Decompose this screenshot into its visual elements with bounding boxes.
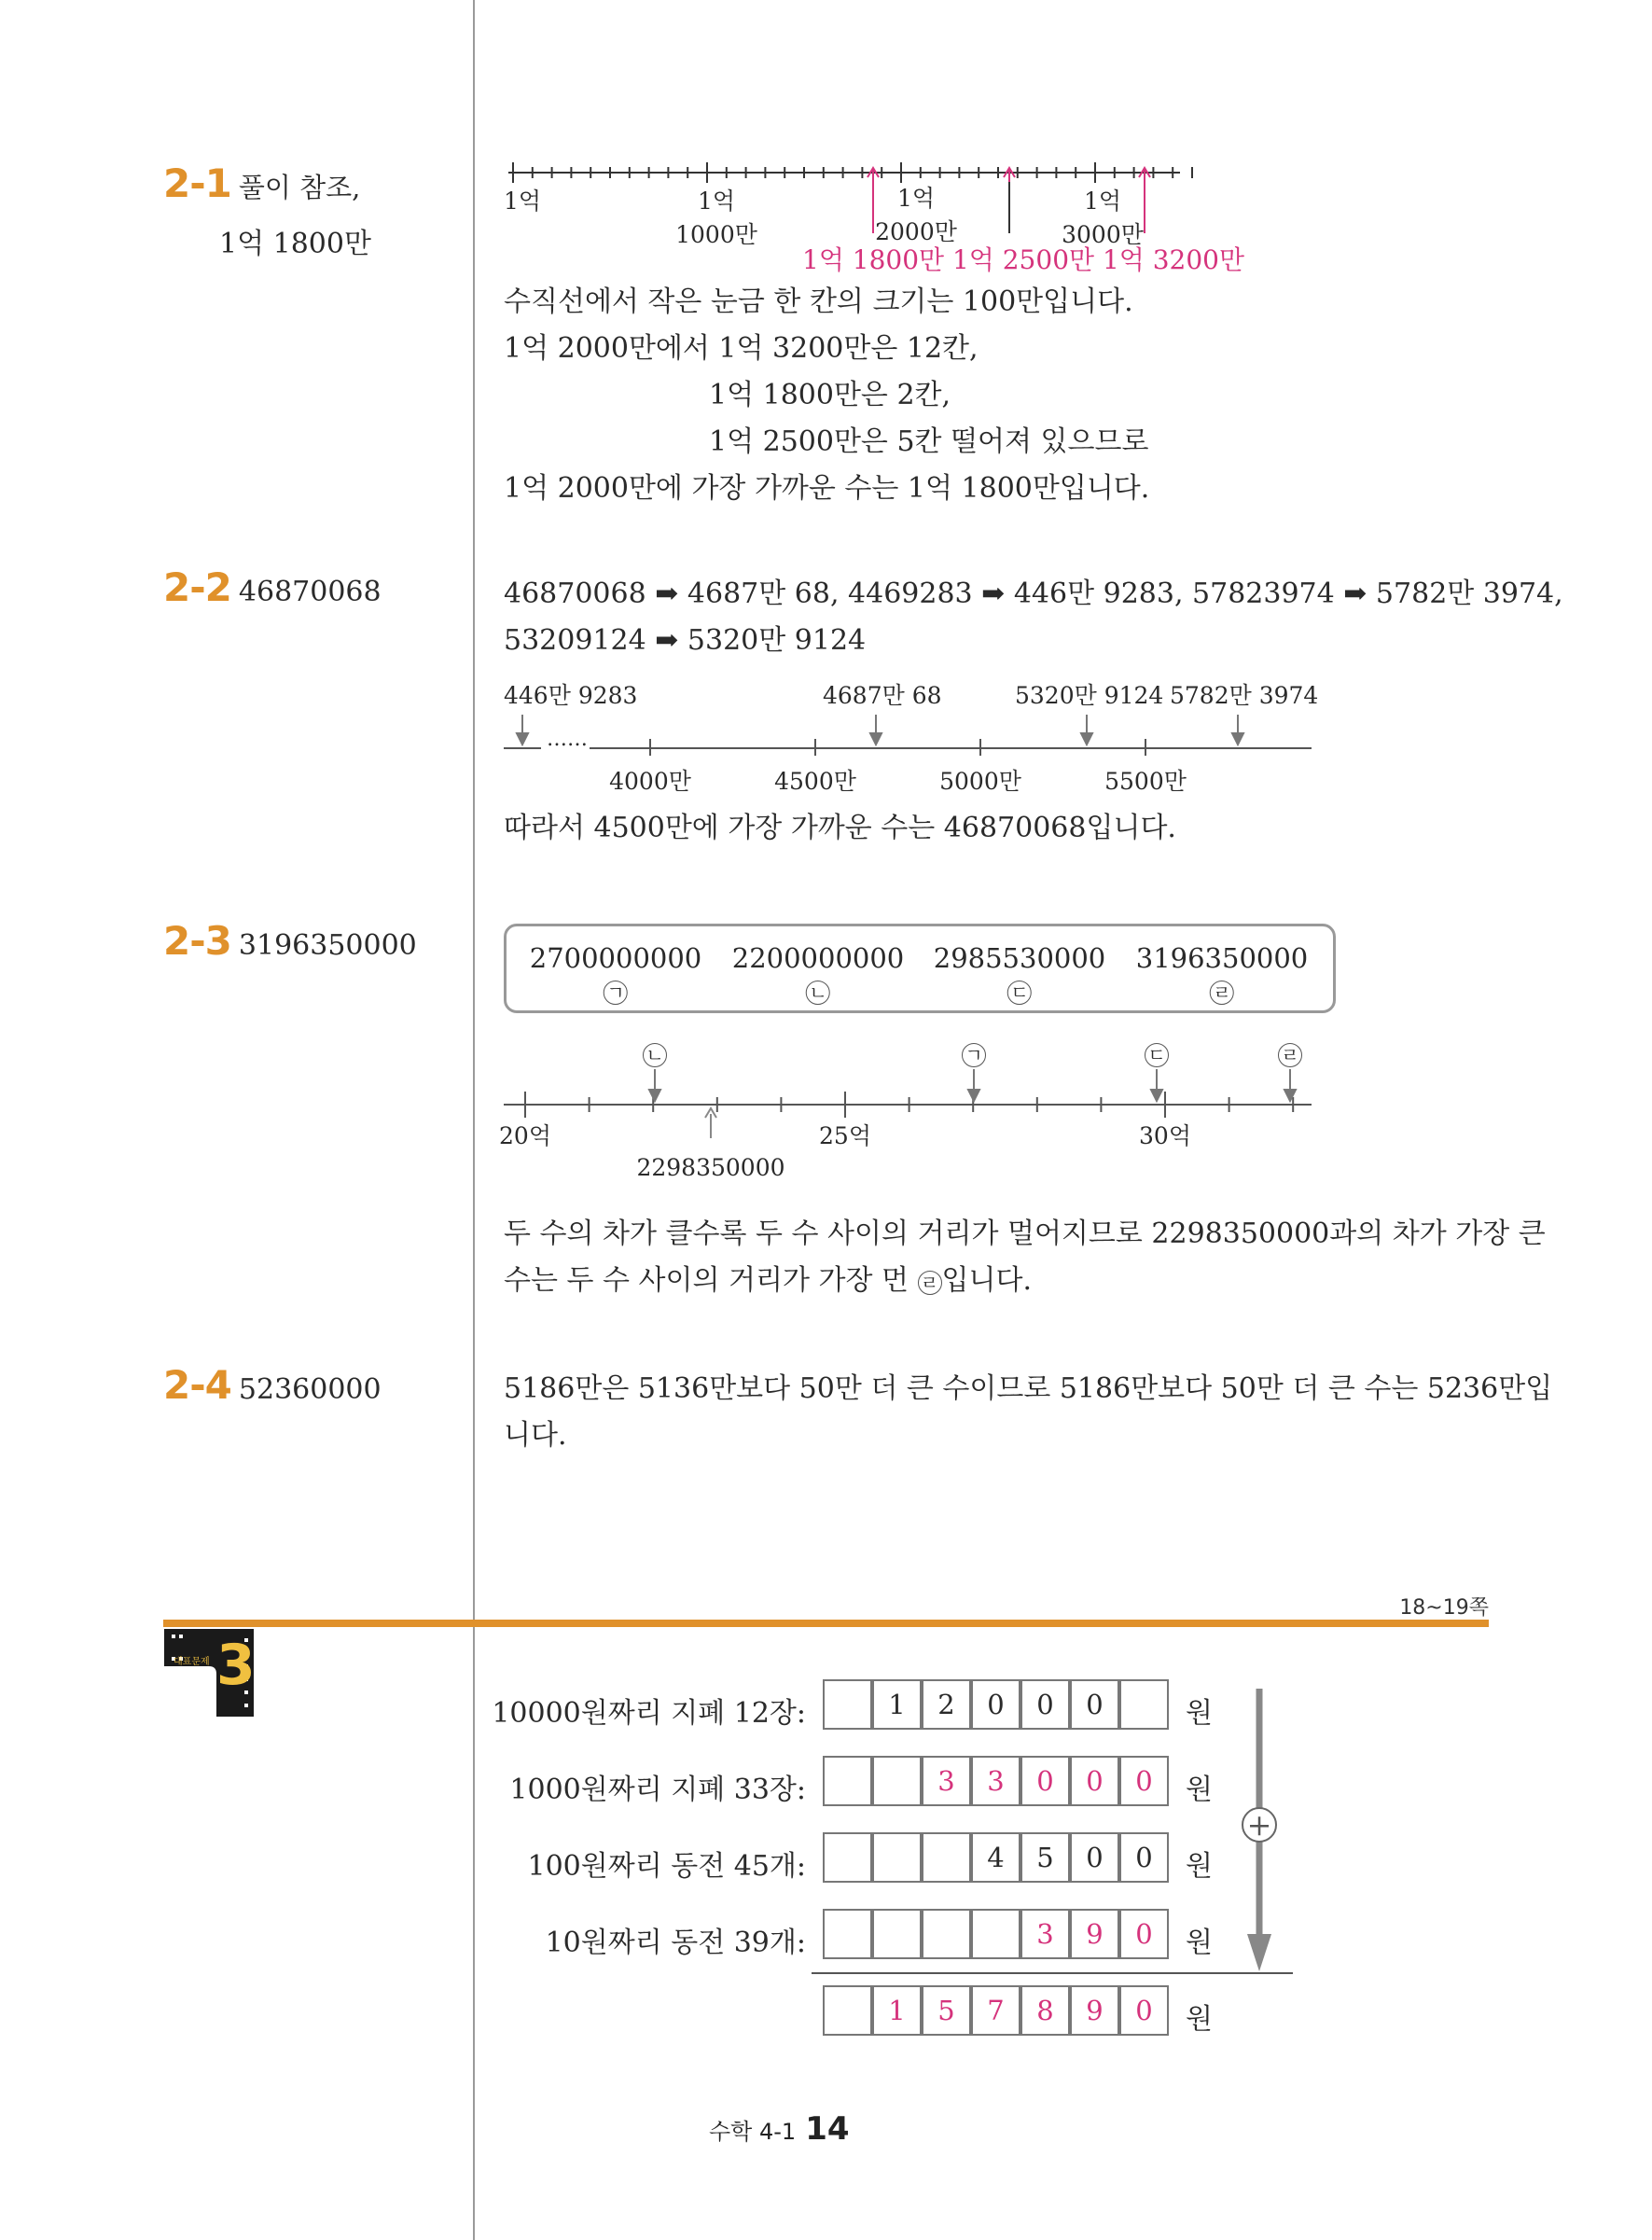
badge-caption: 대표문제 [174,1657,210,1667]
row-label: 10000원짜리 지폐 12장: [492,1697,806,1730]
answer-text: 46870068 [238,576,382,608]
conversion-line: 46870068 ➡ 4687만 68, 4469283 ➡ 446만 9283, 57823974 ➡ 5782만 3974, [504,577,1563,610]
sum-line [812,1972,1293,1974]
digit-cell: 9 [1070,1909,1119,1959]
unit-label: 원 [1186,1850,1213,1883]
axis-label: 25억 [819,1122,871,1149]
value-label: 5782만 3974 [1170,682,1319,709]
mark-c: 1억 3200만 [1102,244,1245,275]
box-item: 3196350000 ㄹ [1135,942,1309,1004]
digit-cell: 0 [1070,1756,1119,1806]
problem-number: 2-4 [163,1362,231,1408]
problem-2-3-label [163,918,417,964]
digit-cell: 7 [971,1985,1020,2036]
axis-label: 20억 [499,1122,551,1149]
axis-label: 4500만 [774,768,856,795]
page-reference: 18~19쪽 [1399,1596,1489,1620]
unit-label: 원 [1186,1697,1213,1730]
unit-label: 원 [1186,2003,1213,2036]
digit-cell: 0 [1070,1679,1119,1730]
conversion-line: 53209124 ➡ 5320만 9124 [504,624,867,657]
problem-2-4-label [163,1362,382,1408]
answer-text: 52360000 [238,1373,382,1406]
row-label: 100원짜리 동전 45개: [527,1850,806,1883]
number-line-2-2 [504,709,1315,756]
explain-line: 5186만은 5136만보다 50만 더 큰 수이므로 5186만보다 50만 더 큰 수는 5236만입 [504,1372,1553,1405]
mark-label: ㄱ [962,1043,986,1067]
mark-label: ㄷ [1145,1043,1169,1067]
explain-line: 니다. [504,1419,567,1452]
digit-cell: 1 [872,1985,922,2036]
digit-cell [872,1909,922,1959]
box-item: 2200000000 ㄴ [731,942,905,1004]
problem-number: 2-1 [163,160,231,206]
tick-label-3: 1억 2000만 [875,185,957,245]
digit-cell: 0 [1070,1832,1119,1883]
badge-number: 3 [216,1633,256,1698]
digit-cell: 0 [1119,1756,1169,1806]
digit-cell [823,1909,872,1959]
digit-cell: 0 [1020,1756,1070,1806]
mark-b: 1억 2500만 [951,244,1095,275]
ellipsis: …… [547,728,588,751]
explain-line: 1억 2000만에서 1억 3200만은 12칸, [504,332,979,365]
problem-number: 2-2 [163,564,231,610]
digit-cell [823,1679,872,1730]
digit-cell [971,1909,1020,1959]
digit-cell: 3 [971,1756,1020,1806]
digit-cell: 3 [922,1756,971,1806]
row-label: 1000원짜리 지폐 33장: [509,1774,806,1806]
digit-cell [872,1756,922,1806]
problem-2-1-answer: 1억 1800만 [219,228,371,260]
axis-label: 5000만 [939,768,1021,795]
digit-cell: 2 [922,1679,971,1730]
tick-label-1: 1억 [504,188,542,215]
digit-cell [872,1832,922,1883]
digit-cell: 1 [872,1679,922,1730]
value-label: 4687만 68 [823,682,942,709]
unit-label: 원 [1186,1927,1213,1959]
mark-a: 1억 1800만 [802,244,945,275]
conclusion-line: 따라서 4500만에 가장 가까운 수는 46870068입니다. [504,812,1176,844]
explain-line: 수는 두 수 사이의 거리가 가장 먼 ㄹ 입니다. [504,1264,1032,1297]
explain-line: 1억 2500만은 5칸 떨어져 있으므로 [709,425,1149,458]
explain-line: 1억 1800만은 2칸, [709,379,951,411]
digit-cell [823,1985,872,2036]
axis-label: 4000만 [609,768,691,795]
mark-lines [868,182,1147,238]
digit-cell: 9 [1070,1985,1119,2036]
tick-label-2: 1억 1000만 [675,188,757,248]
explain-line: 1억 2000만에 가장 가까운 수는 1억 1800만입니다. [504,472,1150,505]
problem-number: 2-3 [163,918,231,964]
digit-cell: 0 [1119,1832,1169,1883]
digit-cell: 8 [1020,1985,1070,2036]
explain-line: 수직선에서 작은 눈금 한 칸의 크기는 100만입니다. [504,285,1133,318]
marked-values [802,240,1244,277]
column-divider [473,0,475,2240]
digit-cell: 0 [1020,1679,1070,1730]
box-item: 2700000000 ㄱ [529,942,702,1004]
digit-cell [922,1909,971,1959]
problem-2-2-label [163,564,382,610]
explain-line: 두 수의 차가 클수록 두 수 사이의 거리가 멀어지므로 2298350000과의 차가 가장 큰 [504,1217,1546,1250]
axis-label: 30억 [1139,1122,1191,1149]
digit-cell: 3 [1020,1909,1070,1959]
digit-cell: 4 [971,1832,1020,1883]
number-line-2-3 [504,1065,1315,1140]
unit-label: 원 [1186,1774,1213,1806]
plus-icon: + [1246,1807,1272,1843]
section-divider [163,1620,1489,1627]
digit-cell [1119,1679,1169,1730]
axis-label: 5500만 [1104,768,1187,795]
page-number: 14 [805,2110,850,2148]
value-label: 5320만 9124 [1015,682,1164,709]
digit-cell: 0 [971,1679,1020,1730]
digit-cell [922,1832,971,1883]
digit-cell: 5 [922,1985,971,2036]
digit-cell: 5 [1020,1832,1070,1883]
problem-2-1-label [163,160,360,206]
digit-cell [823,1756,872,1806]
mark-label: ㄴ [643,1043,667,1067]
digit-cell: 0 [1119,1909,1169,1959]
digit-cell [823,1832,872,1883]
answer-text: 풀이 참조, [238,172,361,203]
box-item: 2985530000 ㄷ [933,942,1106,1004]
tick-label-4: 1억 3000만 [1062,188,1144,248]
reference-value: 2298350000 [636,1154,785,1181]
mark-label: ㄹ [1278,1043,1302,1067]
value-label: 446만 9283 [504,682,638,709]
answer-text: 3196350000 [238,929,417,962]
subject: 수학 4-1 [709,2119,797,2145]
row-label: 10원짜리 동전 39개: [545,1927,806,1959]
digit-cell: 0 [1119,1985,1169,2036]
page-footer [709,2110,850,2148]
